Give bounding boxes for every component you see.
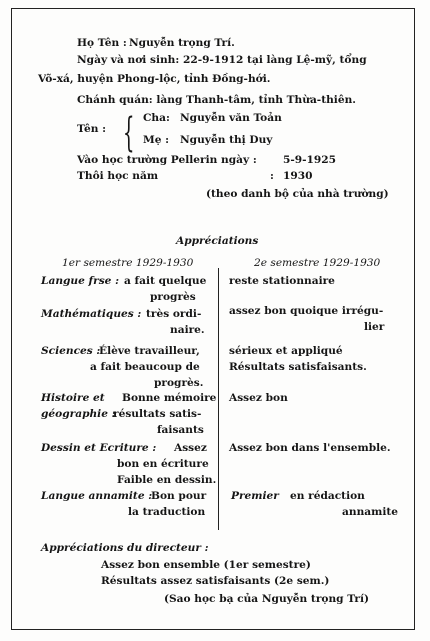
row3-subject: Sciences :: [41, 345, 101, 357]
father-value: Nguyễn văn Toản: [180, 112, 282, 124]
origin-line: Chánh quán: làng Thanh-tâm, tỉnh Thừa-thiên.: [77, 94, 356, 106]
row6-subject: Langue annamite :: [41, 490, 153, 502]
birth-line-2: Võ-xá, huyện Phong-lộc, tỉnh Đồng-hới.: [38, 73, 271, 85]
row3-right-line2: Résultats satisfaisants.: [229, 361, 367, 373]
left-school-label: Thôi học năm: [77, 170, 159, 182]
column-divider: [218, 268, 219, 530]
row4-left-line3: faisants: [157, 424, 204, 436]
mother-value: Nguyễn thị Duy: [180, 134, 273, 146]
row3-left-line2: a fait beaucoup de: [90, 361, 200, 373]
appreciations-title: Appréciations: [176, 235, 259, 247]
row2-left-line2: naire.: [170, 324, 205, 336]
row4-subject-a: Histoire et: [41, 392, 105, 404]
row1-subject: Langue frse :: [41, 275, 119, 287]
row6-right-first-rest: en rédaction: [290, 490, 365, 502]
row6-right-first-italic: Premier: [231, 490, 279, 502]
row3-left-line1: Élève travailleur,: [99, 345, 200, 357]
row5-subject: Dessin et Ecriture :: [41, 442, 157, 454]
row1-left-line1: a fait quelque: [124, 275, 207, 287]
director-line-1: Assez bon ensemble (1er semestre): [101, 559, 311, 571]
row4-left-line1: Bonne mémoire: [122, 392, 217, 404]
row2-subject: Mathématiques :: [41, 308, 142, 320]
row4-left-line2: résultats satis-: [113, 408, 202, 420]
left-school-sep: :: [270, 170, 274, 182]
row4-subject-b: géographie :: [41, 408, 116, 420]
row5-left-line2: bon en écriture: [117, 458, 209, 470]
father-label: Cha:: [143, 112, 170, 124]
director-source: (Sao học bạ của Nguyễn trọng Trí): [164, 593, 369, 605]
director-line-2: Résultats assez satisfaisants (2e sem.): [101, 575, 330, 587]
row1-left-line2: progrès: [150, 291, 196, 303]
row5-left-line1: Assez: [174, 442, 207, 454]
row2-right-line2: lier: [364, 321, 385, 333]
name-value: Nguyễn trọng Trí.: [129, 37, 235, 49]
row6-left-line1: Bon pour: [151, 490, 207, 502]
enrolled-label: Vào học trường Pellerin ngày :: [77, 154, 257, 166]
row6-right-line2: annamite: [342, 506, 398, 518]
col2-title: 2e semestre 1929-1930: [254, 257, 381, 269]
row4-right-line1: Assez bon: [229, 392, 288, 404]
source-note: (theo danh bộ của nhà trường): [206, 188, 389, 200]
row3-right-line1: sérieux et appliqué: [229, 345, 343, 357]
row5-right-line1: Assez bon dans l'ensemble.: [229, 442, 391, 454]
mother-label: Mẹ :: [143, 134, 170, 146]
name-label: Họ Tên :: [77, 37, 127, 49]
row5-left-line3: Faible en dessin.: [117, 474, 217, 486]
row3-left-line3: progrès.: [154, 377, 204, 389]
director-title: Appréciations du directeur :: [41, 542, 209, 554]
parents-label: Tên :: [77, 123, 107, 135]
row2-left-line1: très ordi-: [146, 308, 202, 320]
col1-title: 1er semestre 1929-1930: [62, 257, 194, 269]
birth-line-1: Ngày và nơi sinh: 22-9-1912 tại làng Lệ-mỹ, tổng: [77, 54, 367, 66]
row2-right-line1: assez bon quoique irrégu-: [229, 305, 384, 317]
enrolled-value: 5-9-1925: [283, 154, 337, 166]
row1-right-line1: reste stationnaire: [229, 275, 335, 287]
row6-left-line2: la traduction: [128, 506, 206, 518]
left-school-value: 1930: [283, 170, 313, 182]
parents-brace: {: [123, 110, 135, 156]
